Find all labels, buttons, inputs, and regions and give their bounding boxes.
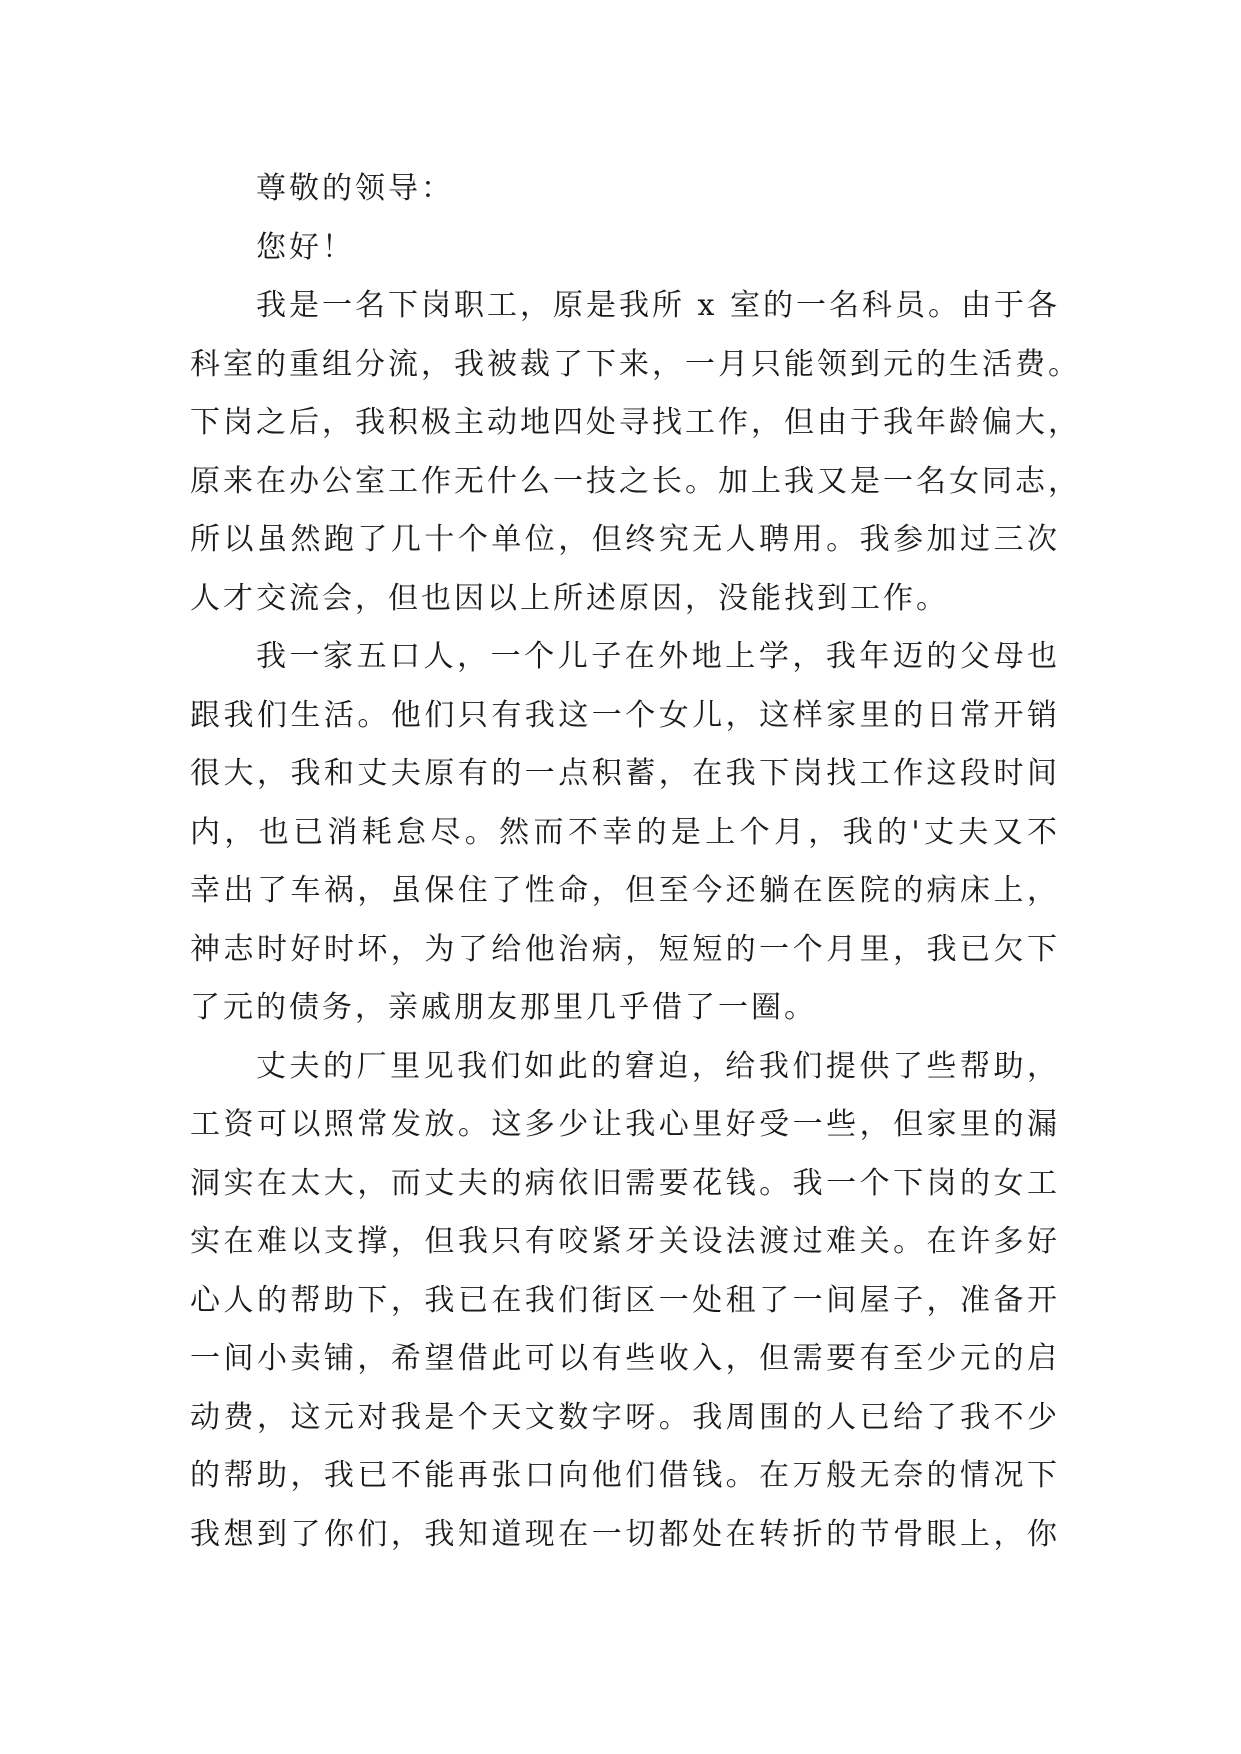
paragraph-line: 动费，这元对我是个天文数字呀。我周围的人已给了我不少 [190, 1399, 1060, 1435]
paragraph-line: 工资可以照常发放。这多少让我心里好受一些，但家里的漏 [190, 1107, 1060, 1142]
paragraph-line: 了元的债务，亲戚朋友那里几乎借了一圈。 [190, 990, 817, 1025]
paragraph-line: 我是一名下岗职工，原是我所 x 室的一名科员。由于各 [256, 288, 1060, 323]
paragraph-line: 跟我们生活。他们只有我这一个女儿，这样家里的日常开销 [190, 697, 1060, 733]
paragraph-line: 下岗之后，我积极主动地四处寻找工作，但由于我年龄偏大， [190, 405, 1081, 440]
paragraph-line: 神志时好时坏，为了给他治病，短短的一个月里，我已欠下 [190, 931, 1060, 967]
paragraph-line: 我一家五口人，一个儿子在外地上学，我年迈的父母也 [256, 639, 1060, 674]
paragraph-2 [190, 628, 1060, 1038]
paragraph-line: 的帮助，我已不能再张口向他们借钱。在万般无奈的情况下 [190, 1458, 1060, 1493]
paragraph-line: 洞实在太大，而丈夫的病依旧需要花钱。我一个下岗的女工 [190, 1165, 1060, 1201]
paragraph-line: 科室的重组分流，我被裁了下来，一月只能领到元的生活费。 [190, 346, 1081, 382]
paragraph-line: 心人的帮助下，我已在我们街区一处租了一间屋子，准备开 [190, 1282, 1060, 1318]
salutation: 尊敬的领导： [256, 171, 454, 206]
paragraph-line: 内，也已消耗怠尽。然而不幸的是上个月，我的'丈夫又不 [190, 814, 1060, 850]
paragraph-line: 人才交流会，但也因以上所述原因，没能找到工作。 [190, 580, 949, 616]
paragraph-line: 所以虽然跑了几十个单位，但终究无人聘用。我参加过三次 [190, 522, 1060, 557]
paragraph-line: 很大，我和丈夫原有的一点积蓄，在我下岗找工作这段时间 [190, 756, 1060, 791]
letter-body [190, 160, 1081, 1564]
paragraph-line: 原来在办公室工作无什么一技之长。加上我又是一名女同志， [190, 463, 1081, 499]
paragraph-1 [190, 277, 1081, 628]
paragraph-3 [190, 1038, 1060, 1565]
paragraph-line: 丈夫的厂里见我们如此的窘迫，给我们提供了些帮助， [256, 1048, 1060, 1084]
paragraph-line: 幸出了车祸，虽保住了性命，但至今还躺在医院的病床上， [190, 873, 1060, 908]
paragraph-line: 一间小卖铺，希望借此可以有些收入，但需要有至少元的启 [190, 1341, 1060, 1376]
paragraph-line: 实在难以支撑，但我只有咬紧牙关设法渡过难关。在许多好 [190, 1224, 1060, 1259]
greeting: 您好！ [256, 229, 355, 265]
paragraph-line: 我想到了你们，我知道现在一切都处在转折的节骨眼上，你 [190, 1516, 1060, 1552]
